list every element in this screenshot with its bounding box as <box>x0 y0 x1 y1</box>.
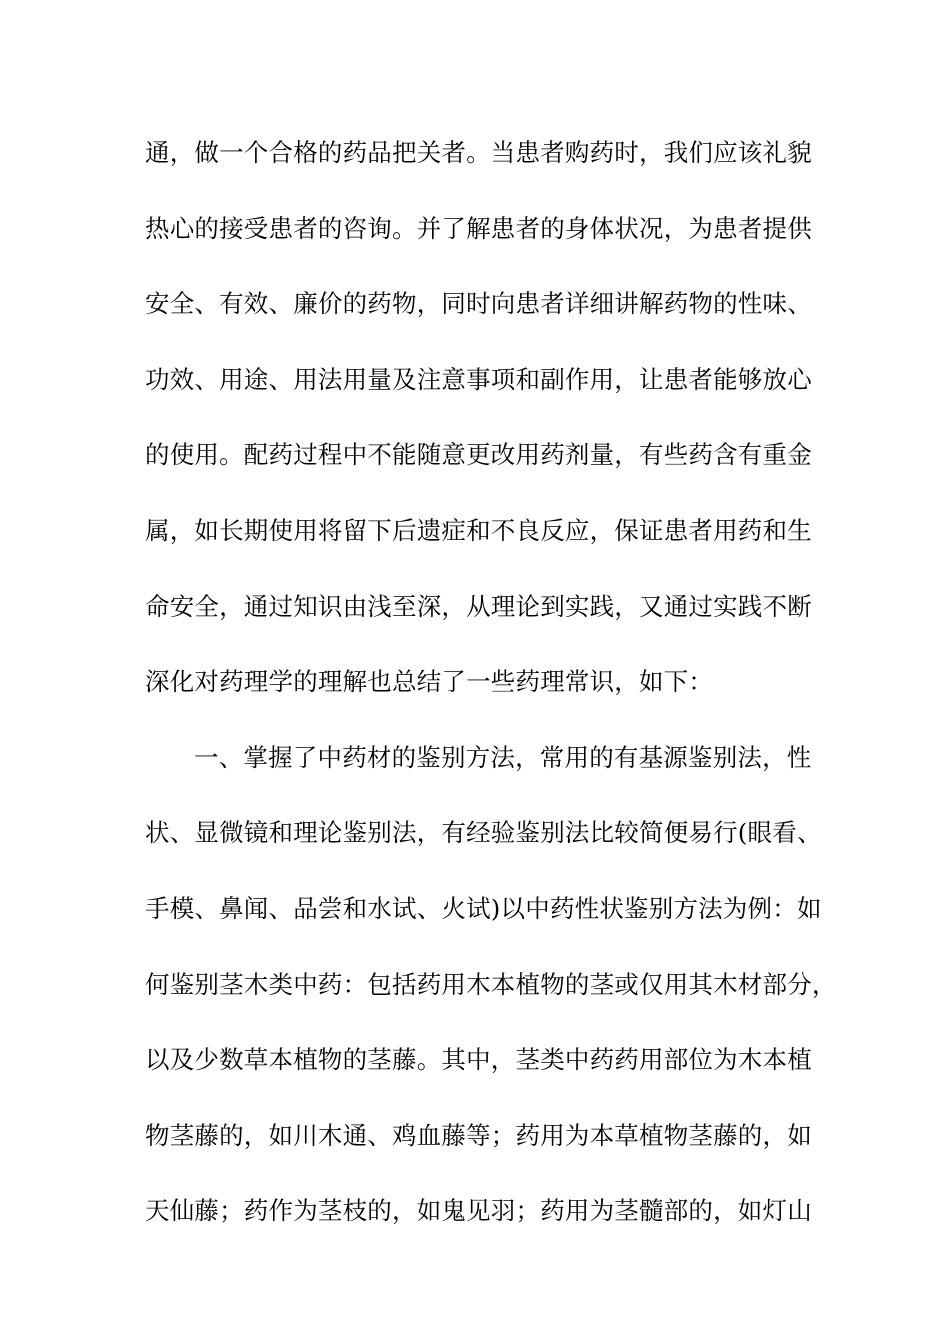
text-line: 功效、用途、用法用量及注意事项和副作用，让患者能够放心 <box>145 364 812 394</box>
text-line: 属，如长期使用将留下后遗症和不良反应，保证患者用药和生 <box>145 515 812 545</box>
text-line: 通，做一个合格的药品把关者。当患者购药时，我们应该礼貌 <box>145 138 812 167</box>
text-line: 物茎藤的，如川木通、鸡血藤等；药用为本草植物茎藤的，如 <box>145 1120 812 1150</box>
text-line: 命安全，通过知识由浅至深，从理论到实践，又通过实践不断 <box>145 591 812 621</box>
text-line: 安全、有效、廉价的药物，同时向患者详细讲解药物的性味、 <box>145 289 812 319</box>
text-line: 何鉴别茎木类中药：包括药用木本植物的茎或仅用其木材部分， <box>145 969 837 999</box>
text-line: 手模、鼻闻、品尝和水试、火试)以中药性状鉴别方法为例：如 <box>145 893 822 923</box>
paragraph-start-line: 一、掌握了中药材的鉴别方法，常用的有基源鉴别法，性 <box>194 742 812 772</box>
text-line: 的使用。配药过程中不能随意更改用药剂量，有些药含有重金 <box>145 440 812 470</box>
text-line: 状、显微镜和理论鉴别法，有经验鉴别法比较简便易行(眼看、 <box>145 818 822 848</box>
text-line: 以及少数草本植物的茎藤。其中，茎类中药药用部位为木本植 <box>145 1045 812 1075</box>
body-text <box>145 127 837 1261</box>
text-line: 深化对药理学的理解也总结了一些药理常识，如下： <box>145 667 714 697</box>
text-line: 天仙藤；药作为茎枝的，如鬼见羽；药用为茎髓部的，如灯山 <box>145 1196 812 1226</box>
text-line: 热心的接受患者的咨询。并了解患者的身体状况，为患者提供 <box>145 213 812 243</box>
